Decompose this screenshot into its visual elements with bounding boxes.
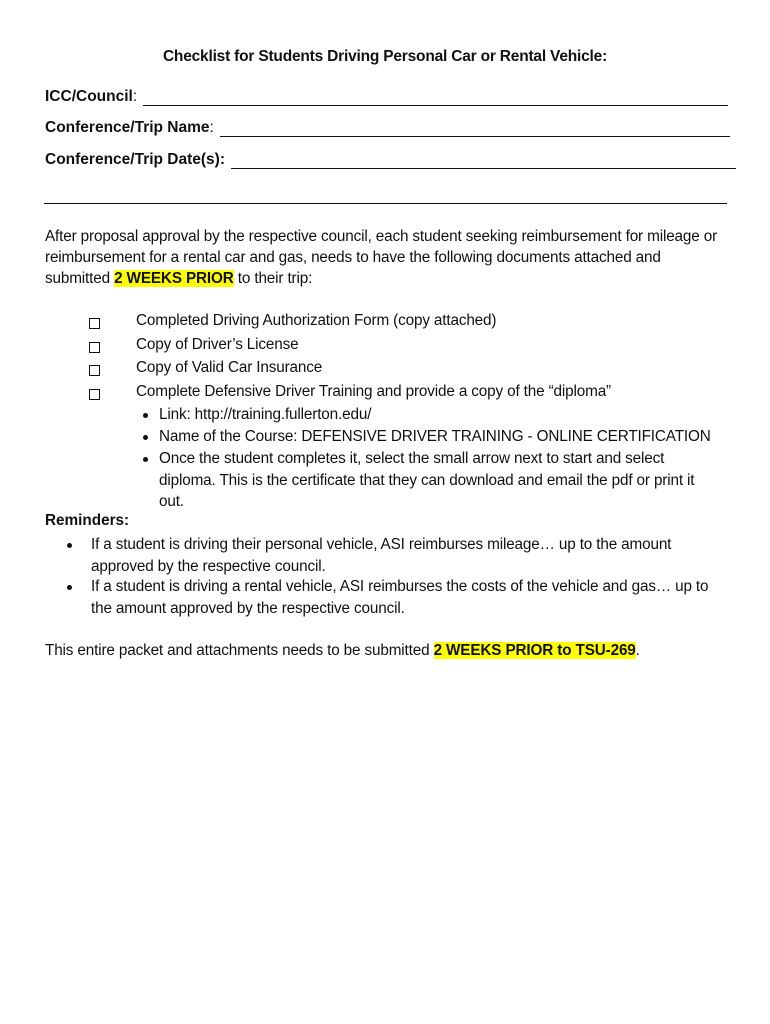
trip-dates-line[interactable] bbox=[231, 154, 736, 169]
checklist-item-label: Complete Defensive Driver Training and provide a copy of the “diploma” bbox=[136, 383, 611, 400]
trip-name-line[interactable] bbox=[220, 122, 730, 137]
bullet-icon bbox=[67, 543, 72, 548]
intro-highlight: 2 WEEKS PRIOR bbox=[114, 270, 234, 287]
closing-highlight: 2 WEEKS PRIOR to TSU-269 bbox=[433, 642, 636, 659]
checkbox-icon[interactable] bbox=[89, 342, 100, 353]
reminder-item: If a student is driving their personal vehicle, ASI reimburses mileage… up to the amount approved by the respective council. bbox=[91, 536, 672, 575]
field-colon: : bbox=[132, 88, 138, 105]
intro-after: to their trip: bbox=[233, 270, 313, 287]
field-colon: : bbox=[209, 119, 214, 136]
course-name: Name of the Course: DEFENSIVE DRIVER TRAINING - ONLINE CERTIFICATION bbox=[159, 428, 711, 445]
training-link[interactable]: Link: http://training.fullerton.edu/ bbox=[159, 406, 372, 423]
checkbox-icon[interactable] bbox=[89, 365, 100, 376]
checkbox-icon[interactable] bbox=[89, 318, 100, 329]
intro-text: After proposal approval by the respective council, each student seeking reimbursement for mileage or reimbursement for a rental car and gas, needs to have the following documents attached and submitted bbox=[45, 228, 718, 287]
bullet-icon bbox=[67, 585, 72, 590]
bullet-icon bbox=[143, 457, 148, 462]
icc-council-line[interactable] bbox=[143, 91, 728, 106]
field-label: ICC/Council bbox=[45, 88, 133, 105]
bullet-icon bbox=[143, 435, 148, 440]
closing-after: . bbox=[635, 642, 640, 659]
field-label: Conference/Trip Name bbox=[45, 119, 210, 136]
field-label: Conference/Trip Date(s): bbox=[45, 151, 226, 168]
checkbox-icon[interactable] bbox=[89, 389, 100, 400]
reminders-heading: Reminders: bbox=[45, 512, 130, 529]
checklist-item-label: Copy of Driver’s License bbox=[136, 336, 299, 353]
trip-dates-field[interactable] bbox=[45, 151, 736, 169]
course-instructions: Once the student completes it, select the small arrow next to start and select diploma. This is the certificate that they can download and email the pdf or print it out. bbox=[159, 450, 695, 510]
checklist-item-label: Completed Driving Authorization Form (copy attached) bbox=[136, 312, 497, 329]
closing-text: This entire packet and attachments needs to be submitted bbox=[45, 642, 434, 659]
icc-council-field[interactable] bbox=[45, 88, 728, 106]
trip-name-field[interactable] bbox=[45, 119, 730, 137]
reminder-item: If a student is driving a rental vehicle, ASI reimburses the costs of the vehicle and gas… up to the amount approved by the respective council. bbox=[91, 578, 709, 617]
closing-paragraph bbox=[45, 640, 725, 661]
checklist-item-label: Copy of Valid Car Insurance bbox=[136, 359, 323, 376]
divider bbox=[44, 203, 727, 204]
bullet-icon bbox=[143, 413, 148, 418]
intro-paragraph bbox=[45, 226, 725, 289]
page-title: Checklist for Students Driving Personal Car or Rental Vehicle: bbox=[162, 48, 608, 65]
